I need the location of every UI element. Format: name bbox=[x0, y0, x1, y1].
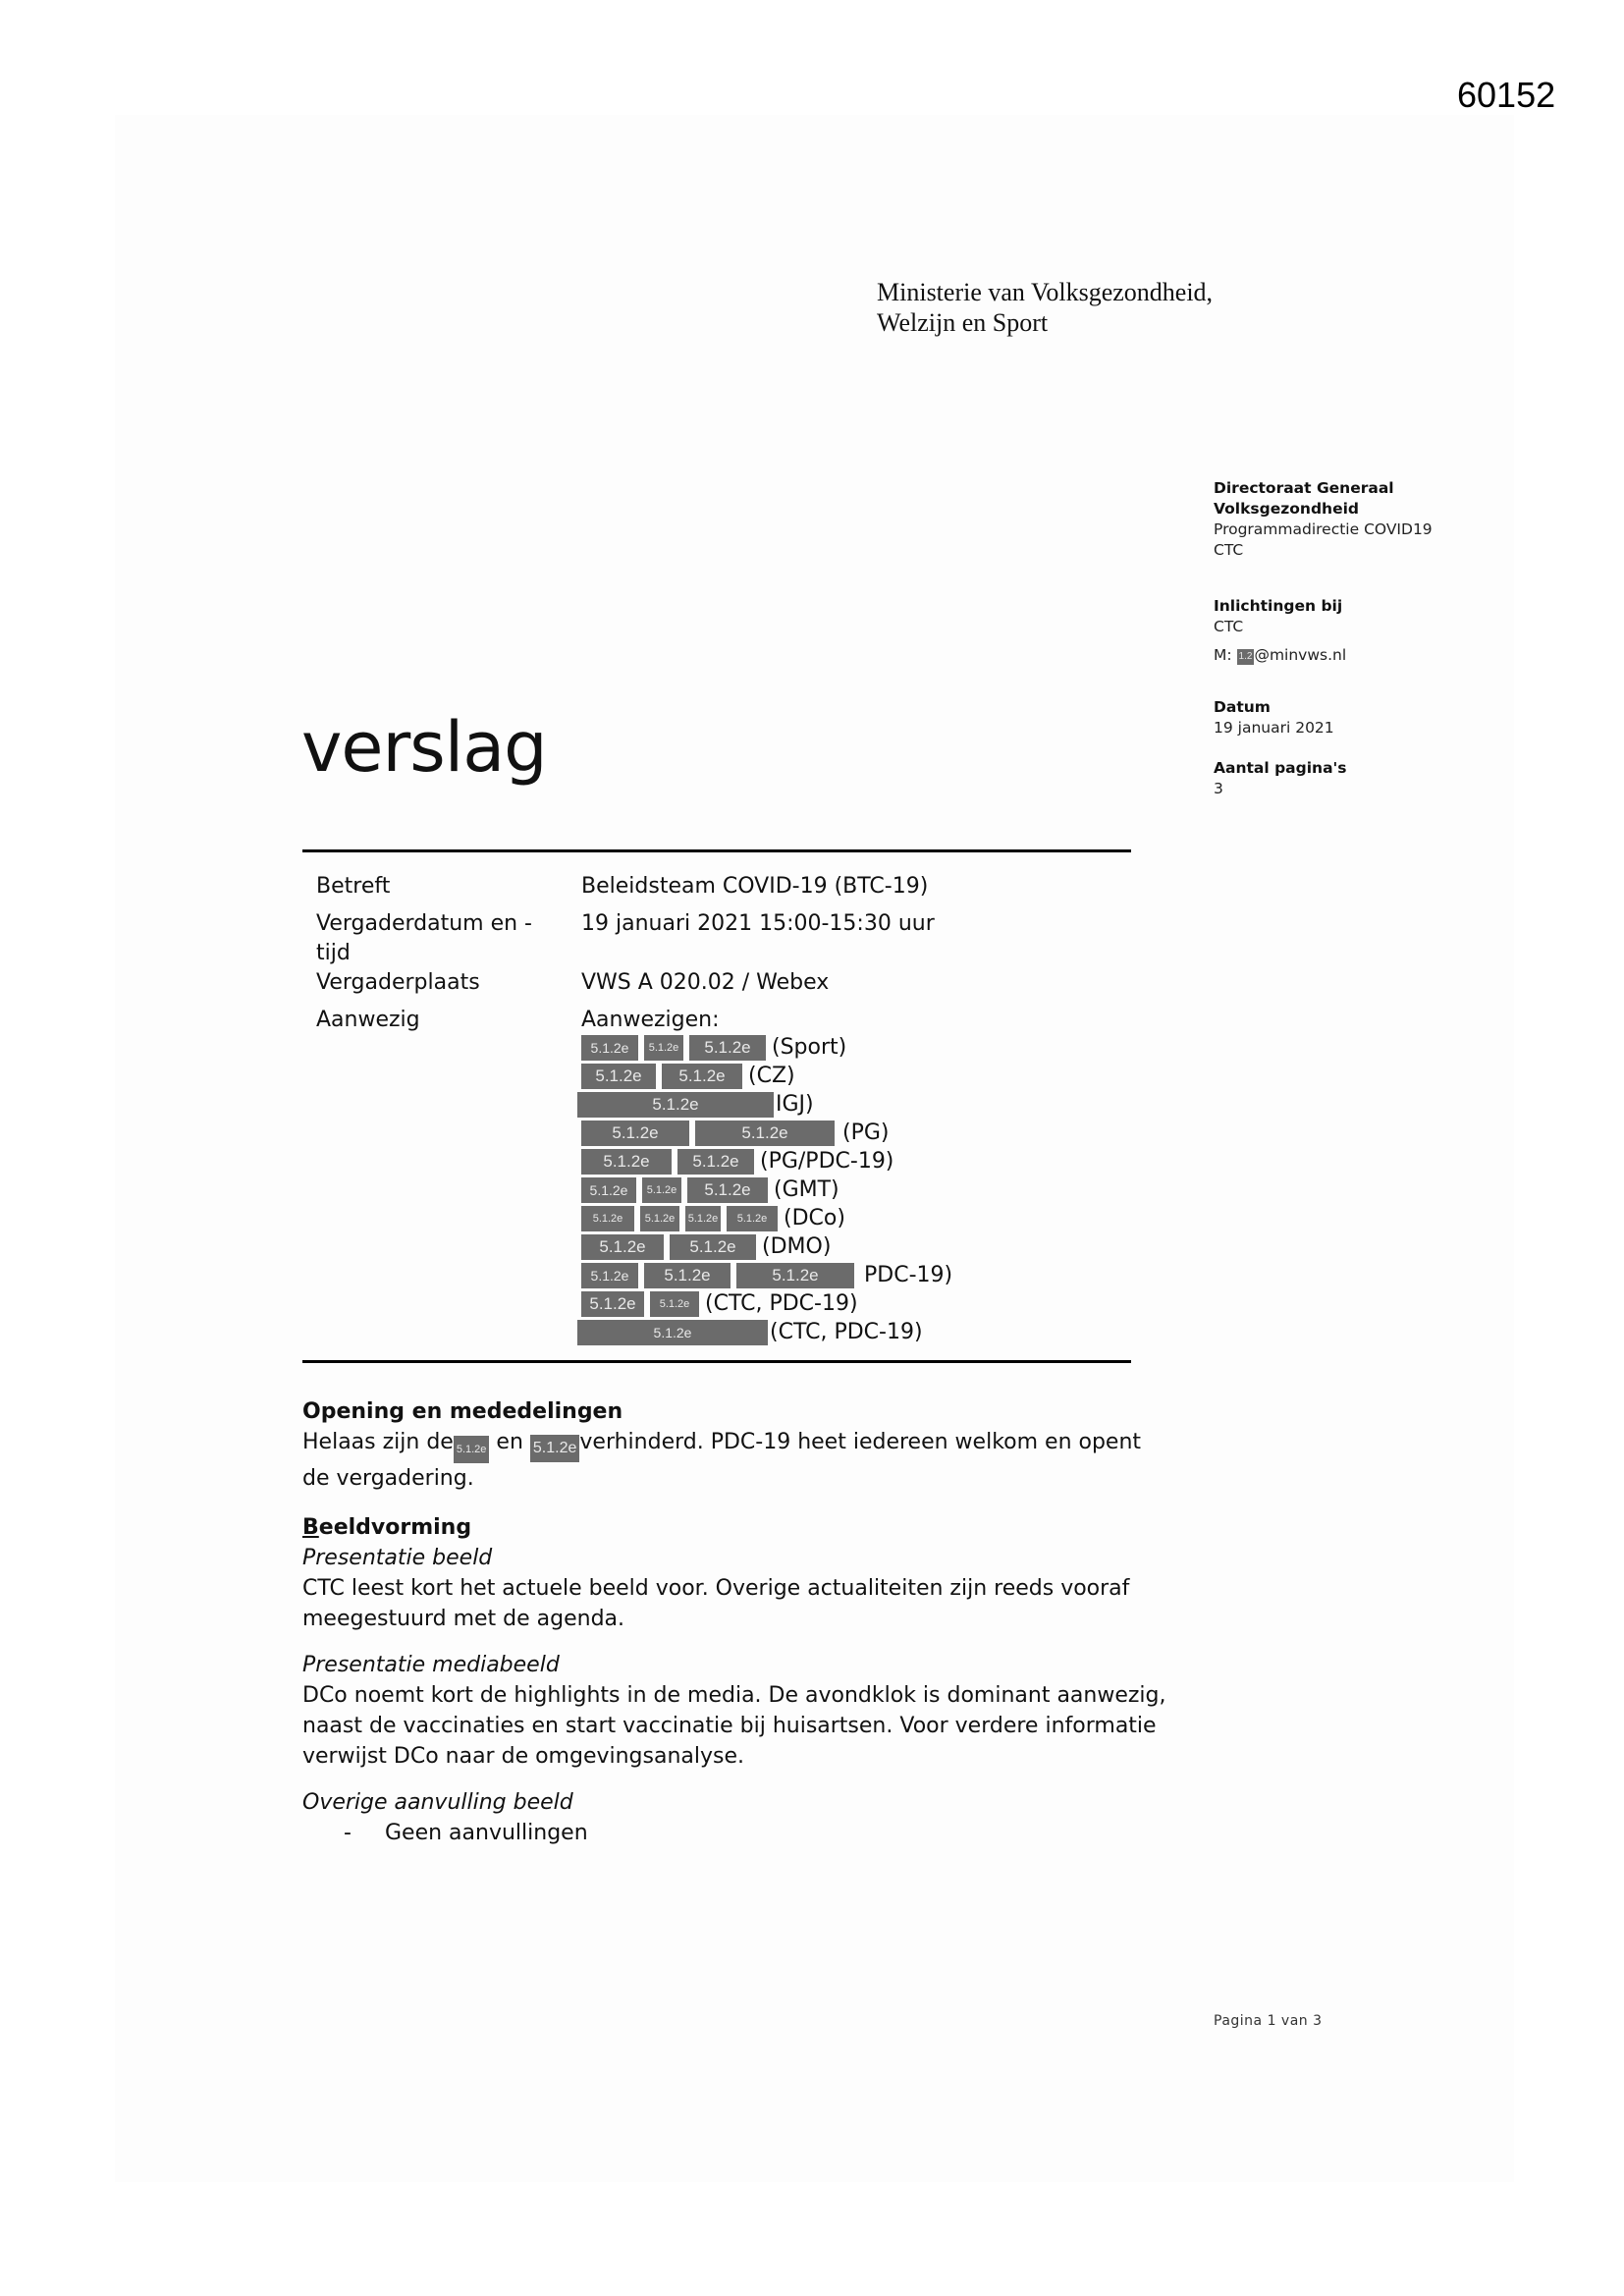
redaction-box: 5.1.2e bbox=[581, 1064, 656, 1089]
heading-rest: eeldvorming bbox=[318, 1515, 472, 1540]
redaction-box: 5.1.2e bbox=[687, 1177, 768, 1203]
meta-row-betreft bbox=[316, 872, 935, 902]
text-fragment: verhinderd. PDC-19 heet iedereen welkom en opent bbox=[579, 1430, 1142, 1454]
meta-row-plaats bbox=[316, 968, 935, 998]
meta-row-datum bbox=[316, 909, 935, 968]
heading-initial: B bbox=[302, 1515, 319, 1540]
paginas-label: Aantal pagina's bbox=[1214, 759, 1347, 777]
ministry-line-2: Welzijn en Sport bbox=[877, 308, 1049, 337]
attendee-row bbox=[577, 1318, 952, 1346]
document-title: verslag bbox=[301, 707, 547, 788]
section-heading bbox=[302, 1512, 1186, 1543]
meta-value: Aanwezigen: bbox=[581, 1008, 720, 1032]
attendee-affiliation: (GMT) bbox=[774, 1177, 839, 1202]
redaction-box: 5.1.2e bbox=[581, 1149, 672, 1175]
redaction-box: 5.1.2e bbox=[581, 1291, 644, 1317]
redaction-box: 5.1.2e bbox=[581, 1177, 636, 1203]
text-fragment: Helaas zijn de bbox=[302, 1430, 454, 1454]
meta-value: VWS A 020.02 / Webex bbox=[581, 970, 830, 995]
redaction-box: 5.1.2e bbox=[640, 1206, 679, 1231]
ministry-logo-text bbox=[877, 277, 1213, 338]
attendee-row bbox=[577, 1232, 952, 1261]
redaction-box: 5.1.2e bbox=[581, 1121, 689, 1146]
section-heading: Opening en mededelingen bbox=[302, 1399, 623, 1424]
text-line: de vergadering. bbox=[302, 1466, 474, 1491]
text-line: DCo noemt kort de highlights in de media. De avondklok is dominant aanwezig, bbox=[302, 1683, 1166, 1708]
redaction-box: 5.1.2e bbox=[689, 1035, 766, 1061]
inlichtingen-value: CTC bbox=[1214, 618, 1244, 635]
attendee-row bbox=[577, 1204, 952, 1232]
meta-label: Betreft bbox=[316, 874, 391, 899]
attendee-row bbox=[577, 1062, 952, 1090]
redaction-box: 5.1.2e bbox=[685, 1206, 721, 1231]
datum-label: Datum bbox=[1214, 698, 1271, 716]
opening-paragraph bbox=[302, 1427, 1186, 1463]
attendee-affiliation: (CTC, PDC-19) bbox=[705, 1291, 858, 1316]
attendee-affiliation: (Sport) bbox=[772, 1035, 847, 1060]
meta-row-aanwezig bbox=[316, 1006, 935, 1035]
attendee-row bbox=[577, 1090, 952, 1119]
attendee-affiliation: PDC-19) bbox=[864, 1263, 953, 1287]
text-line: CTC leest kort het actuele beeld voor. Overige actualiteiten zijn reeds vooraf bbox=[302, 1576, 1130, 1601]
text-line: naast de vaccinaties en start vaccinatie bij huisartsen. Voor verdere informatie bbox=[302, 1714, 1157, 1738]
text-fragment: en bbox=[496, 1430, 523, 1454]
attendee-row bbox=[577, 1175, 952, 1204]
meta-value: Beleidsteam COVID-19 (BTC-19) bbox=[581, 874, 929, 899]
redaction-box: 1.2 bbox=[1237, 649, 1255, 665]
bullet-text: Geen aanvullingen bbox=[385, 1821, 588, 1845]
subheading: Overige aanvulling beeld bbox=[302, 1790, 573, 1815]
redaction-box: 5.1.2e bbox=[736, 1263, 854, 1288]
text-line: verwijst DCo naar de omgevingsanalyse. bbox=[302, 1744, 745, 1769]
attendee-affiliation: (PG/PDC-19) bbox=[760, 1149, 894, 1174]
bullet-dash: - bbox=[344, 1821, 352, 1845]
inlichtingen-label: Inlichtingen bij bbox=[1214, 597, 1343, 615]
datum-value: 19 januari 2021 bbox=[1214, 719, 1334, 737]
attendee-row bbox=[577, 1119, 952, 1147]
mail-line bbox=[1214, 645, 1469, 666]
sidebar-organisation bbox=[1214, 478, 1469, 561]
paginas-value: 3 bbox=[1214, 780, 1223, 797]
sidebar-info bbox=[1214, 478, 1469, 819]
ministry-line-1: Ministerie van Volksgezondheid, bbox=[877, 278, 1214, 306]
redaction-box: 5.1.2e bbox=[577, 1092, 774, 1118]
attendee-row bbox=[577, 1289, 952, 1318]
redaction-box: 5.1.2e bbox=[642, 1177, 681, 1203]
subheading: Presentatie mediabeeld bbox=[302, 1653, 560, 1677]
redaction-box: 5.1.2e bbox=[670, 1234, 756, 1260]
attendee-row bbox=[577, 1147, 952, 1175]
org-line-4: CTC bbox=[1214, 541, 1244, 559]
subheading: Presentatie beeld bbox=[302, 1546, 493, 1570]
redaction-box: 5.1.2e bbox=[581, 1234, 664, 1260]
attendee-row bbox=[577, 1033, 952, 1062]
text-line: meegestuurd met de agenda. bbox=[302, 1607, 625, 1631]
section-opening bbox=[302, 1396, 1186, 1494]
bullet-item bbox=[302, 1818, 1186, 1848]
mail-prefix: M: bbox=[1214, 646, 1232, 664]
document-number: 60152 bbox=[1457, 75, 1556, 115]
attendee-row bbox=[577, 1261, 952, 1289]
redaction-box: 5.1.2e bbox=[454, 1436, 490, 1463]
meta-label: Aanwezig bbox=[316, 1008, 420, 1032]
divider-bottom bbox=[302, 1360, 1131, 1363]
org-label-2: Volksgezondheid bbox=[1214, 500, 1360, 518]
redaction-box: 5.1.2e bbox=[644, 1035, 683, 1061]
page-footer: Pagina 1 van 3 bbox=[1214, 2013, 1323, 2029]
redaction-box: 5.1.2e bbox=[677, 1149, 754, 1175]
redaction-box: 5.1.2e bbox=[727, 1206, 778, 1231]
meta-value: 19 januari 2021 15:00-15:30 uur bbox=[581, 911, 935, 936]
org-label-1: Directoraat Generaal bbox=[1214, 479, 1394, 497]
redaction-box: 5.1.2e bbox=[577, 1320, 768, 1345]
attendee-affiliation: (CTC, PDC-19) bbox=[770, 1320, 923, 1344]
attendee-affiliation: (DCo) bbox=[784, 1206, 845, 1230]
section-beeldvorming bbox=[302, 1512, 1186, 1848]
meta-label bbox=[316, 909, 581, 968]
attendee-affiliation: (CZ) bbox=[748, 1064, 795, 1088]
meta-label-line-2: tijd bbox=[316, 941, 351, 965]
mail-domain: @minvws.nl bbox=[1254, 646, 1347, 664]
redaction-box: 5.1.2e bbox=[581, 1035, 638, 1061]
attendee-affiliation: IGJ) bbox=[776, 1092, 814, 1117]
redaction-box: 5.1.2e bbox=[530, 1435, 579, 1462]
meta-label-line-1: Vergaderdatum en - bbox=[316, 911, 532, 936]
sidebar-inlichtingen bbox=[1214, 596, 1469, 666]
redaction-box: 5.1.2e bbox=[644, 1263, 731, 1288]
meeting-meta-table bbox=[316, 872, 935, 1035]
redaction-box: 5.1.2e bbox=[695, 1121, 835, 1146]
meta-label: Vergaderplaats bbox=[316, 970, 480, 995]
sidebar-datum bbox=[1214, 697, 1469, 738]
org-line-3: Programmadirectie COVID19 bbox=[1214, 520, 1433, 538]
redaction-box: 5.1.2e bbox=[662, 1064, 742, 1089]
attendee-affiliation: (PG) bbox=[842, 1121, 890, 1145]
redaction-box: 5.1.2e bbox=[650, 1291, 699, 1317]
sidebar-paginas bbox=[1214, 758, 1469, 799]
redaction-box: 5.1.2e bbox=[581, 1206, 634, 1231]
attendee-list bbox=[577, 1033, 952, 1346]
divider-top bbox=[302, 849, 1131, 852]
redaction-box: 5.1.2e bbox=[581, 1263, 638, 1288]
attendee-affiliation: (DMO) bbox=[762, 1234, 832, 1259]
